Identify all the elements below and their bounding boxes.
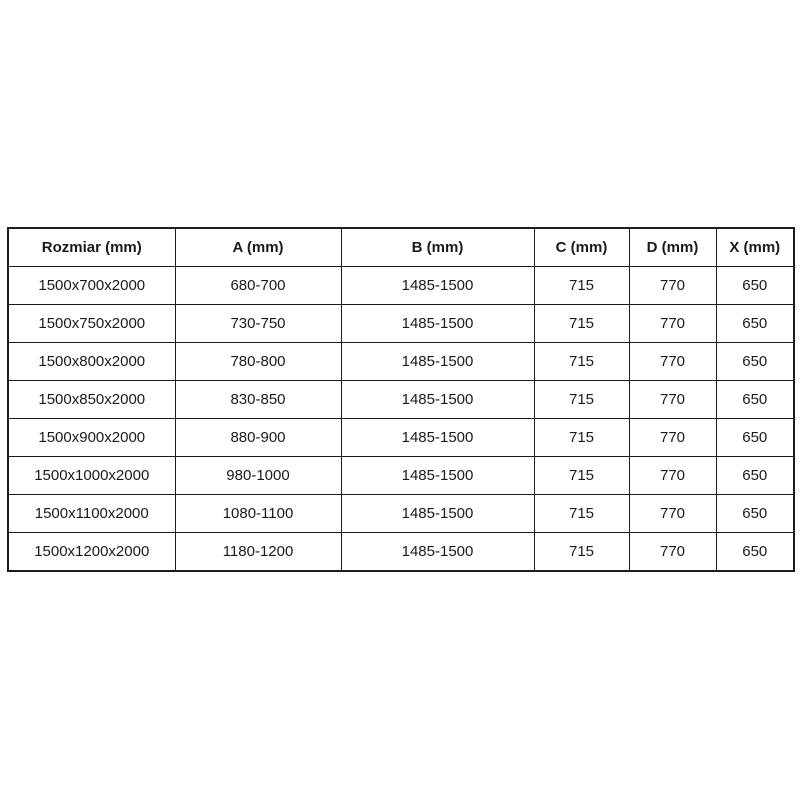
table-cell: 770 [629, 457, 716, 495]
table-cell: 770 [629, 381, 716, 419]
table-cell: 730-750 [175, 305, 341, 343]
table-cell: 770 [629, 267, 716, 305]
table-cell: 715 [534, 533, 629, 572]
table-cell: 715 [534, 495, 629, 533]
table-cell: 1485-1500 [341, 419, 534, 457]
table-cell: 1485-1500 [341, 457, 534, 495]
header-cell-a: A (mm) [175, 228, 341, 267]
table-cell: 1485-1500 [341, 305, 534, 343]
table-cell: 715 [534, 343, 629, 381]
table-cell: 880-900 [175, 419, 341, 457]
table-cell: 715 [534, 305, 629, 343]
table-cell: 1500x1100x2000 [8, 495, 175, 533]
header-row [8, 228, 794, 267]
table-cell: 1500x900x2000 [8, 419, 175, 457]
table-cell: 650 [716, 419, 794, 457]
table-cell: 680-700 [175, 267, 341, 305]
table-cell: 650 [716, 305, 794, 343]
table-cell: 650 [716, 343, 794, 381]
table-row [8, 267, 794, 305]
table-cell: 1500x1200x2000 [8, 533, 175, 572]
header-cell-x: X (mm) [716, 228, 794, 267]
table-cell: 1500x700x2000 [8, 267, 175, 305]
table-cell: 770 [629, 533, 716, 572]
table-row [8, 305, 794, 343]
header-cell-rozmiar: Rozmiar (mm) [8, 228, 175, 267]
table-cell: 1485-1500 [341, 495, 534, 533]
table-row [8, 457, 794, 495]
dimensions-table [7, 227, 795, 572]
table-cell: 715 [534, 267, 629, 305]
table-cell: 1485-1500 [341, 533, 534, 572]
table-row [8, 343, 794, 381]
table-body [8, 267, 794, 572]
table-cell: 770 [629, 343, 716, 381]
table-cell: 1500x1000x2000 [8, 457, 175, 495]
table-row [8, 495, 794, 533]
table-cell: 650 [716, 267, 794, 305]
table-cell: 650 [716, 457, 794, 495]
table-cell: 650 [716, 533, 794, 572]
header-cell-c: C (mm) [534, 228, 629, 267]
table-cell: 980-1000 [175, 457, 341, 495]
table-cell: 1500x750x2000 [8, 305, 175, 343]
table-cell: 1180-1200 [175, 533, 341, 572]
table-cell: 1485-1500 [341, 381, 534, 419]
table-cell: 715 [534, 419, 629, 457]
table-cell: 650 [716, 495, 794, 533]
table-cell: 715 [534, 381, 629, 419]
table-cell: 1500x800x2000 [8, 343, 175, 381]
table-cell: 1485-1500 [341, 267, 534, 305]
table-row [8, 381, 794, 419]
table-cell: 650 [716, 381, 794, 419]
table-row [8, 533, 794, 572]
table-row [8, 419, 794, 457]
table-cell: 1080-1100 [175, 495, 341, 533]
table-cell: 715 [534, 457, 629, 495]
table-cell: 1500x850x2000 [8, 381, 175, 419]
header-cell-d: D (mm) [629, 228, 716, 267]
table-cell: 830-850 [175, 381, 341, 419]
table-cell: 770 [629, 495, 716, 533]
table-cell: 770 [629, 419, 716, 457]
table-cell: 1485-1500 [341, 343, 534, 381]
table-cell: 770 [629, 305, 716, 343]
header-cell-b: B (mm) [341, 228, 534, 267]
table-cell: 780-800 [175, 343, 341, 381]
